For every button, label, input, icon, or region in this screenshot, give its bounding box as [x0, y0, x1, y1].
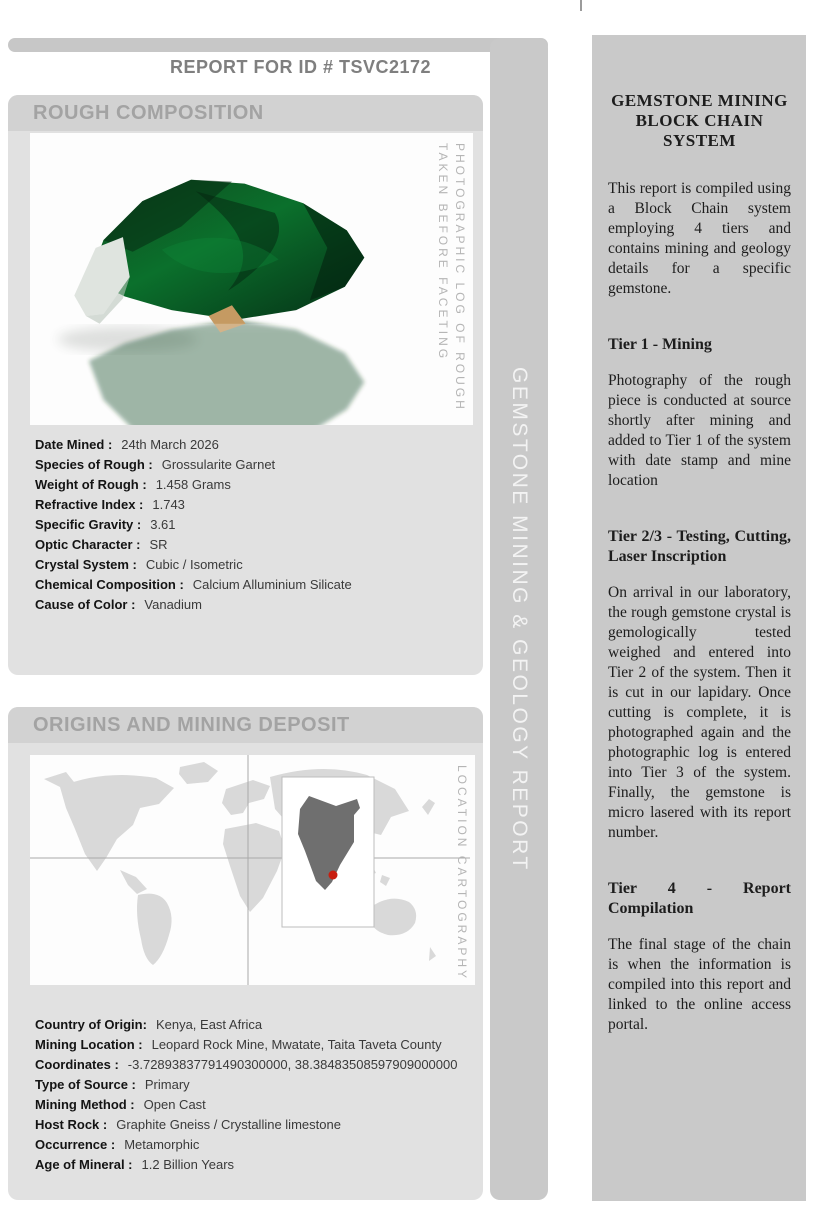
field-value: 1.743 [152, 497, 185, 512]
map-south-america [137, 894, 172, 965]
field-row [35, 595, 475, 615]
field-row [35, 475, 475, 495]
field-label: Cause of Color : [35, 597, 136, 612]
report-id-title: REPORT FOR ID # TSVC2172 [169, 57, 432, 77]
field-row [35, 455, 475, 475]
rough-gemstone-photo [30, 133, 430, 425]
rough-fields-list [35, 435, 475, 615]
field-label: Optic Character : [35, 537, 141, 552]
field-value: Graphite Gneiss / Crystalline limestone [116, 1117, 341, 1132]
field-row [35, 495, 475, 515]
origins-panel [8, 707, 483, 1200]
field-label: Mining Location : [35, 1037, 143, 1052]
blockchain-sidebar [592, 35, 806, 1201]
field-value: 24th March 2026 [121, 437, 219, 452]
world-map [30, 755, 470, 985]
kenya-inset [282, 777, 374, 927]
field-value: Open Cast [143, 1097, 206, 1112]
sidebar-title: GEMSTONE MINING BLOCK CHAIN SYSTEM [611, 91, 788, 150]
field-value: 3.61 [150, 517, 176, 532]
field-label: Mining Method : [35, 1097, 135, 1112]
vertical-title-strip [490, 38, 548, 1200]
field-label: Chemical Composition : [35, 577, 184, 592]
field-label: Weight of Rough : [35, 477, 147, 492]
origins-fields-list [35, 1015, 475, 1175]
map-north-america [44, 772, 174, 871]
map-caption [452, 765, 469, 982]
field-label: Date Mined : [35, 437, 113, 452]
field-label: Species of Rough : [35, 457, 153, 472]
field-label: Refractive Index : [35, 497, 144, 512]
field-value: 1.458 Grams [155, 477, 231, 492]
map-new-zealand [429, 947, 436, 961]
field-value: Metamorphic [124, 1137, 200, 1152]
field-value: Cubic / Isometric [145, 557, 243, 572]
map-caption-line: LOCATION CARTOGRAPHY [455, 765, 469, 982]
location-map-box [30, 755, 475, 985]
field-value: Primary [144, 1077, 190, 1092]
map-greenland [179, 762, 218, 784]
field-value: -3.72893837791490300000, 38.38483508597909000000 [127, 1057, 458, 1072]
field-row [35, 1015, 475, 1035]
map-europe [222, 780, 270, 815]
field-label: Crystal System : [35, 557, 137, 572]
field-row [35, 435, 475, 455]
field-value: Leopard Rock Mine, Mwatate, Taita Taveta County [151, 1037, 442, 1052]
sidebar-section-body-tier23: On arrival in our laboratory, the rough gemstone crystal is gemologically tested weighed and entered into Tier 2 of the system. Then it is cut in our lapidary. Once cutting is complete, it is photographed again and the photographic log is entered into Tier 3 of the system. Finally, the gemstone is micro lasered with its report number. [608, 584, 791, 841]
field-label: Country of Origin: [35, 1017, 147, 1032]
sidebar-section-heading-tier4: Tier 4 - Report Compilation [608, 880, 791, 917]
field-value: Kenya, East Africa [155, 1017, 263, 1032]
field-row [35, 1055, 475, 1075]
field-label: Coordinates : [35, 1057, 119, 1072]
photo-caption [433, 143, 467, 419]
map-japan [422, 799, 435, 815]
field-label: Occurrence : [35, 1137, 116, 1152]
vertical-title-text: GEMSTONE MINING & GEOLOGY REPORT [508, 366, 531, 872]
sidebar-intro: This report is compiled using a Block Chain system employing 4 tiers and contains mining and geology details for a specific gemstone. [608, 180, 791, 297]
field-value: 1.2 Billion Years [141, 1157, 235, 1172]
field-row [35, 1155, 475, 1175]
field-label: Age of Mineral : [35, 1157, 133, 1172]
rough-photo-box [30, 133, 473, 425]
field-row [35, 575, 475, 595]
field-row [35, 1035, 475, 1055]
sidebar-section-body-tier4: The final stage of the chain is when the information is compiled into this report and linked to the online access portal. [608, 936, 791, 1033]
origins-header: ORIGINS AND MINING DEPOSIT [8, 707, 483, 743]
field-value: Calcium Alluminium Silicate [192, 577, 352, 592]
map-australia [370, 899, 416, 936]
photo-caption-line1: PHOTOGRAPHIC LOG OF ROUGH [453, 143, 467, 412]
field-label: Host Rock : [35, 1117, 108, 1132]
field-row [35, 1115, 475, 1135]
rough-composition-panel [8, 95, 483, 675]
sidebar-section-heading-tier1: Tier 1 - Mining [608, 336, 712, 353]
map-central-america [120, 870, 147, 894]
mine-location-marker [329, 871, 338, 880]
sidebar-section-heading-tier23: Tier 2/3 - Testing, Cutting, Laser Inscription [608, 528, 791, 565]
rough-composition-header: ROUGH COMPOSITION [8, 95, 483, 131]
field-row [35, 515, 475, 535]
field-value: SR [149, 537, 168, 552]
card-top-bar [8, 38, 548, 52]
map-africa [223, 823, 285, 912]
field-value: Vanadium [144, 597, 202, 612]
sidebar-section-body-tier1: Photography of the rough piece is conducted at source shortly after mining and added to Tier 1 of the system with date stamp and mine location [608, 372, 791, 489]
top-tick-line [580, 0, 582, 11]
field-row [35, 1135, 475, 1155]
field-row [35, 1075, 475, 1095]
field-value: Grossularite Garnet [161, 457, 276, 472]
field-row [35, 1095, 475, 1115]
photo-caption-line2: TAKEN BEFORE FACETING [436, 143, 450, 362]
field-label: Specific Gravity : [35, 517, 142, 532]
field-label: Type of Source : [35, 1077, 136, 1092]
field-row [35, 535, 475, 555]
field-row [35, 555, 475, 575]
